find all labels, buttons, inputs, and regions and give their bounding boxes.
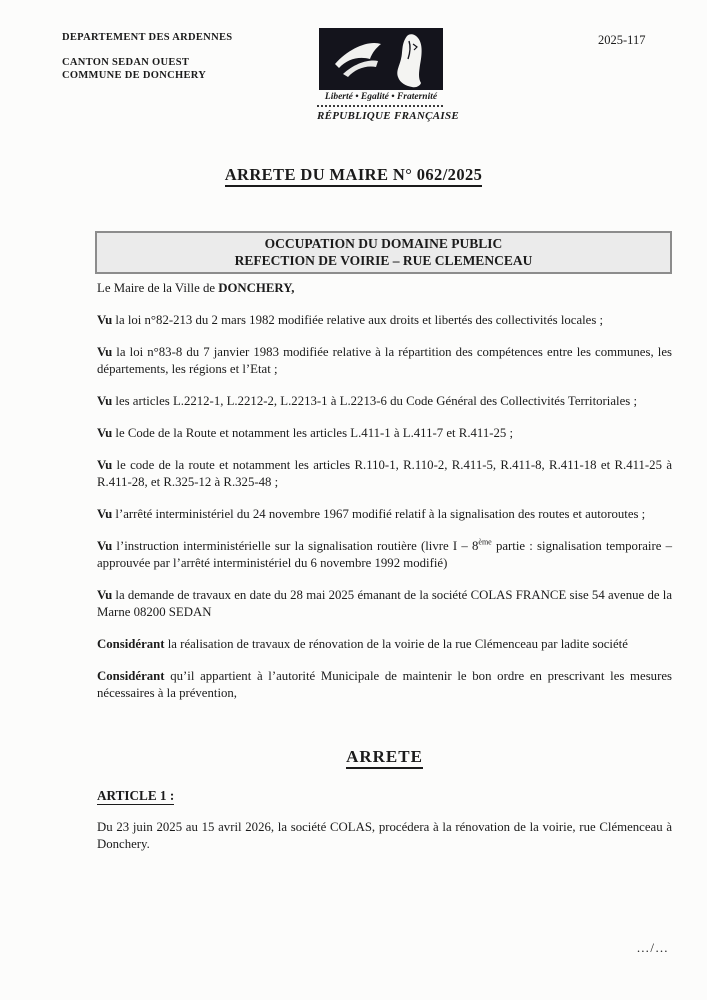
- vu-lead: Vu: [97, 394, 113, 408]
- header-administrative-block: [62, 31, 232, 82]
- vu-text: partie : signalisation temporaire – approuvée par l’arrêté interministériel du 6 novembre 1992 modifié): [97, 539, 672, 570]
- decree-body: [97, 280, 672, 868]
- paragraph-vu-8: [97, 587, 672, 621]
- marianne-logo-icon: [319, 28, 443, 90]
- vu-lead: Vu: [97, 507, 113, 521]
- considerant-text: qu’il appartient à l’autorité Municipale de maintenir le bon ordre en prescrivant les mesures nécessaires à la prévention,: [97, 669, 672, 700]
- vu-lead: Vu: [97, 426, 113, 440]
- paragraph-considerant-2: [97, 668, 672, 702]
- document-title: [0, 165, 707, 185]
- paragraph-considerant-1: [97, 636, 672, 653]
- considerant-lead: Considérant: [97, 637, 165, 651]
- vu-text: le code de la route et notamment les articles R.110-1, R.110-2, R.411-5, R.411-8, R.411-18 et R.411-25 à R.411-28, et R.325-12 à R.325-48 ;: [97, 458, 672, 489]
- vu-lead: Vu: [97, 345, 113, 359]
- document-title-text: ARRETE DU MAIRE N° 062/2025: [225, 165, 483, 187]
- vu-text: les articles L.2212-1, L.2212-2, L.2213-1 à L.2213-6 du Code Général des Collectivités Territoriales ;: [112, 394, 638, 408]
- paragraph-vu-1: [97, 312, 672, 329]
- arrete-heading-text: ARRETE: [346, 747, 423, 769]
- considerant-text: la réalisation de travaux de rénovation de la voirie de la rue Clémenceau par ladite société: [164, 637, 628, 651]
- article-1-heading-text: ARTICLE 1 :: [97, 788, 175, 803]
- department-line: DEPARTEMENT DES ARDENNES: [62, 32, 233, 43]
- paragraph-vu-7: [97, 538, 672, 572]
- vu-lead: Vu: [97, 539, 113, 553]
- logo-republic-label: RÉPUBLIQUE FRANÇAISE: [317, 110, 460, 122]
- paragraph-intro: [97, 280, 672, 297]
- vu-text: l’instruction interministérielle sur la signalisation routière (livre I – 8: [112, 539, 479, 553]
- paragraph-vu-6: [97, 506, 672, 523]
- ordinal-superscript: ème: [478, 537, 492, 547]
- paragraph-vu-3: [97, 393, 672, 410]
- canton-line: CANTON SEDAN OUEST: [62, 57, 190, 68]
- vu-text: l’arrêté interministériel du 24 novembre 1967 modifié relatif à la signalisation des routes et autoroutes ;: [112, 507, 646, 521]
- vu-text: la loi n°83-8 du 7 janvier 1983 modifiée relative à la répartition des compétences entre les communes, les départements, les régions et l’Etat ;: [97, 345, 672, 376]
- paragraph-vu-5: [97, 457, 672, 491]
- logo-dashed-divider: [317, 105, 445, 107]
- article-1-text: Du 23 juin 2025 au 15 avril 2026, la société COLAS, procédera à la rénovation de la voirie, rue Clémenceau à Donchery.: [97, 820, 672, 851]
- intro-text: Le Maire de la Ville de: [97, 281, 219, 295]
- paragraph-vu-4: [97, 425, 672, 442]
- vu-text: la demande de travaux en date du 28 mai 2025 émanant de la société COLAS FRANCE sise 54 avenue de la Marne 08200 SEDAN: [97, 588, 672, 619]
- vu-text: la loi n°82-213 du 2 mars 1982 modifiée relative aux droits et libertés des collectivités locales ;: [112, 313, 604, 327]
- subject-box: [95, 231, 672, 274]
- vu-text: le Code de la Route et notamment les articles L.411-1 à L.411-7 et R.411-25 ;: [112, 426, 514, 440]
- considerant-lead: Considérant: [97, 669, 165, 683]
- article-1-heading: [97, 787, 672, 804]
- commune-line: COMMUNE DE DONCHERY: [62, 70, 207, 81]
- intro-commune-name: DONCHERY,: [218, 281, 295, 295]
- vu-lead: Vu: [97, 458, 113, 472]
- vu-lead: Vu: [97, 588, 113, 602]
- republique-francaise-logo-block: [317, 28, 460, 122]
- page-continuation-mark: …/…: [636, 940, 669, 955]
- paragraph-vu-2: [97, 344, 672, 378]
- logo-motto: Liberté • Egalité • Fraternité: [324, 92, 438, 102]
- arrete-heading: [97, 748, 672, 765]
- subject-line-1: OCCUPATION DU DOMAINE PUBLIC: [264, 236, 503, 251]
- subject-line-2: REFECTION DE VOIRIE – RUE CLEMENCEAU: [234, 253, 533, 268]
- vu-lead: Vu: [97, 313, 113, 327]
- document-reference: 2025-117: [598, 33, 646, 47]
